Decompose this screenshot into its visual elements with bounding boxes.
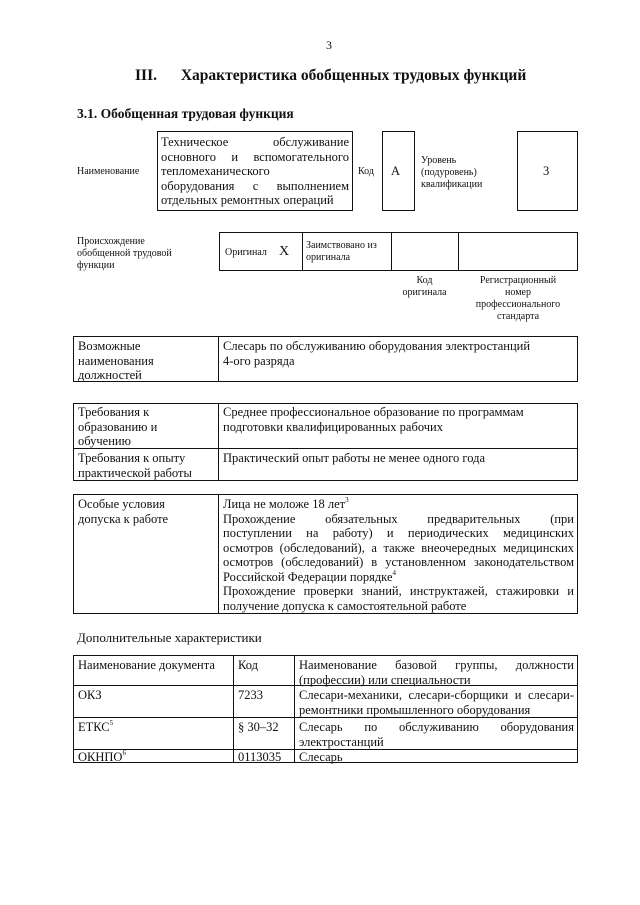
conditions-label-line: допуска к работе xyxy=(78,511,169,526)
table-row-name-line: электростанций xyxy=(299,734,384,749)
level-label xyxy=(421,155,482,191)
kod-label: Код xyxy=(358,166,374,177)
reg-number-label xyxy=(458,275,578,323)
section-heading xyxy=(135,67,526,85)
conditions-value xyxy=(223,497,574,613)
conditions-line: осмотров (обследований), а также внеочередных медицинских xyxy=(223,540,574,555)
footnote-ref: 4 xyxy=(392,568,396,577)
header-doc: Наименование документа xyxy=(78,658,215,672)
origin-label-line: обобщенной трудовой xyxy=(77,248,172,259)
conditions-line: осмотров (обследований) в установленном законодательством xyxy=(223,555,574,569)
education-label xyxy=(78,405,157,449)
table-row-doc-text: ЕТКС xyxy=(78,720,110,734)
origin-divider xyxy=(391,232,392,271)
conditions-age-text: Лица не моложе 18 лет xyxy=(223,497,346,511)
conditions-line: получение допуска к самостоятельной работе xyxy=(223,598,467,613)
footnote-ref: 6 xyxy=(122,749,126,757)
education-label-line: образованию и xyxy=(78,419,158,434)
page-number: 3 xyxy=(326,38,332,52)
kod-value: A xyxy=(391,164,401,178)
naimenovanie-line: тепломеханического xyxy=(161,164,270,178)
additional-col-divider xyxy=(294,655,295,763)
reg-line: стандарта xyxy=(496,311,540,322)
additional-row-divider xyxy=(73,717,578,718)
positions-value-line: 4-ого разряда xyxy=(223,353,295,368)
positions-value xyxy=(223,339,530,368)
naimenovanie-value xyxy=(161,135,349,208)
header-code: Код xyxy=(238,658,258,672)
footnote-ref: 3 xyxy=(345,496,349,504)
education-value xyxy=(223,405,524,434)
additional-col-divider xyxy=(233,655,234,763)
header-name-line: Наименование базовой группы, должности xyxy=(299,658,574,672)
naimenovanie-line: основного и вспомогательного xyxy=(161,149,349,164)
positions-label-line: Возможные xyxy=(78,339,141,353)
origin-divider xyxy=(302,232,303,271)
origin-label-line: функции xyxy=(77,260,115,271)
education-label-line: обучению xyxy=(78,434,131,448)
table-row-name-line: Слесари-механики, слесари-сборщики и слесари- xyxy=(299,688,574,702)
header-name-line: (профессии) или специальности xyxy=(299,672,471,687)
kod-originala-line: оригинала xyxy=(402,287,447,298)
conditions-line: Прохождение проверки знаний, инструктажей, стажировки и xyxy=(223,584,574,598)
kod-originala-label xyxy=(391,275,458,299)
table-row-doc xyxy=(78,720,113,735)
positions-value-line: Слесарь по обслуживанию оборудования электростанций xyxy=(223,339,531,353)
positions-divider xyxy=(218,336,219,382)
positions-label xyxy=(78,339,154,383)
table-row-doc: ОКЗ xyxy=(78,688,102,702)
naimenovanie-label: Наименование xyxy=(77,166,140,177)
header-name xyxy=(299,658,574,687)
level-label-line: Уровень xyxy=(421,155,457,166)
conditions-label-line: Особые условия xyxy=(78,497,165,511)
experience-label xyxy=(78,451,192,480)
conditions-divider xyxy=(218,494,219,614)
table-row-doc xyxy=(78,750,126,765)
level-label-line: (подуровень) xyxy=(421,167,477,178)
table-row-name xyxy=(299,720,574,749)
conditions-line: поступлении на работу) и периодических медицинских xyxy=(223,526,574,540)
origin-label-line: Происхождение xyxy=(77,236,145,247)
education-label-line: Требования к xyxy=(78,405,150,419)
conditions-line-last xyxy=(223,570,574,585)
origin-label xyxy=(77,236,172,272)
borrowed-label xyxy=(306,240,377,264)
table-row-name-line: ремонтники промышленного оборудования xyxy=(299,702,531,717)
level-value: 3 xyxy=(543,164,550,178)
table-row-doc-text: ОКНПО xyxy=(78,750,123,764)
reg-line: номер xyxy=(505,287,531,298)
origin-divider xyxy=(458,232,459,271)
experience-label-line: практической работы xyxy=(78,465,192,480)
section-numeral: III. xyxy=(135,67,157,84)
original-label: Оригинал xyxy=(225,247,267,258)
conditions-age xyxy=(223,497,574,512)
footnote-ref: 5 xyxy=(109,719,114,727)
section-title: Характеристика обобщенных трудовых функций xyxy=(180,67,527,84)
borrowed-line: Заимствовано из xyxy=(306,240,377,251)
naimenovanie-line: отдельных ремонтных операций xyxy=(161,193,334,207)
reg-line: Регистрационный xyxy=(479,275,557,286)
table-row-code: § 30–32 xyxy=(238,720,279,734)
naimenovanie-line: Техническое обслуживание xyxy=(161,135,349,149)
education-value-line: Среднее профессиональное образование по программам xyxy=(223,405,524,419)
additional-title: Дополнительные характеристики xyxy=(77,630,262,645)
original-mark: X xyxy=(279,244,290,259)
borrowed-line: оригинала xyxy=(306,252,351,263)
subsection-title: 3.1. Обобщенная трудовая функция xyxy=(77,106,294,121)
table-row-code: 7233 xyxy=(238,688,263,702)
table-row-name xyxy=(299,688,574,717)
kod-originala-line: Код xyxy=(416,275,433,286)
naimenovanie-line: оборудования с выполнением xyxy=(161,178,349,193)
positions-label-line: наименования xyxy=(78,353,154,368)
conditions-line: Прохождение обязательных предварительных (при xyxy=(223,511,574,526)
table-row-code: 0113035 xyxy=(238,750,282,764)
table-row-name: Слесарь xyxy=(299,750,343,764)
positions-label-line: должностей xyxy=(78,368,142,382)
origin-table xyxy=(219,232,578,271)
conditions-text: Российской Федерации порядке xyxy=(223,569,393,584)
table-row-name-line: Слесарь по обслуживанию оборудования xyxy=(299,720,574,734)
reg-line: профессионального xyxy=(475,299,561,310)
experience-value: Практический опыт работы не менее одного года xyxy=(223,451,486,465)
conditions-label xyxy=(78,497,168,526)
education-value-line: подготовки квалифицированных рабочих xyxy=(223,419,443,434)
experience-label-line: Требования к опыту xyxy=(78,451,186,465)
level-label-line: квалификации xyxy=(421,179,483,190)
requirements-divider xyxy=(218,403,219,481)
